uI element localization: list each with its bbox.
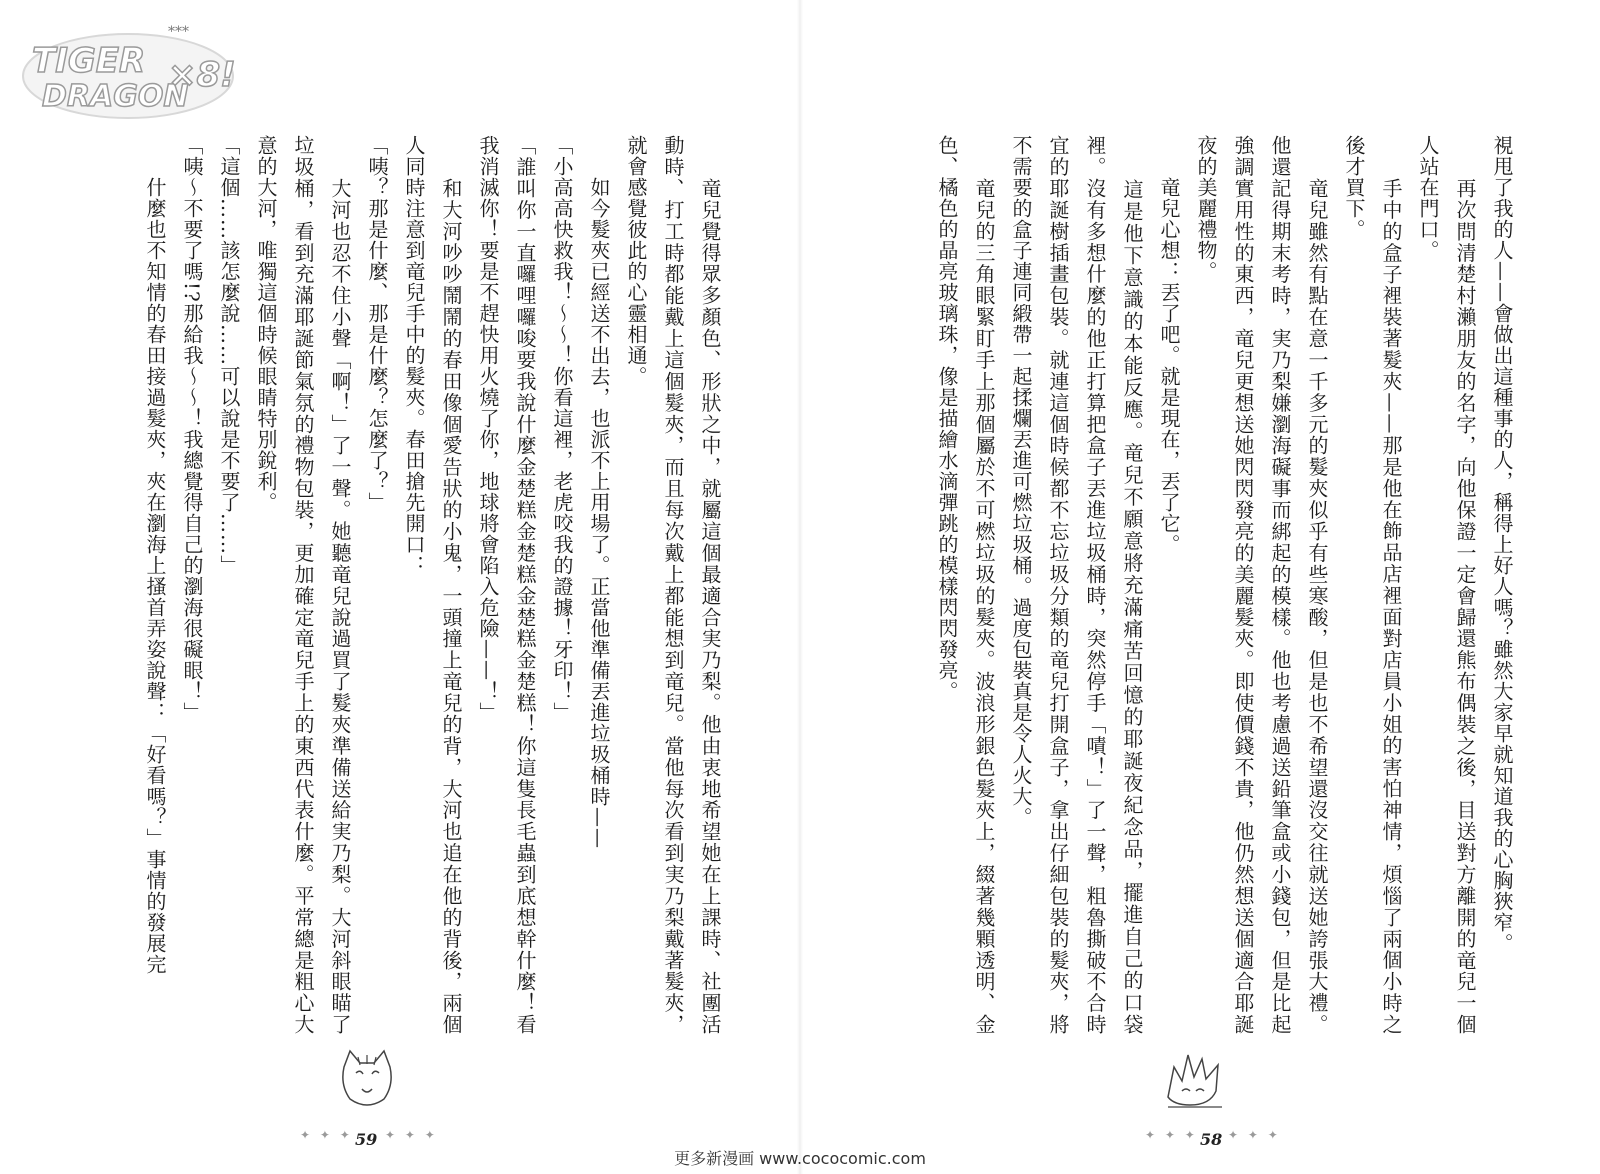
paragraph: 「咦～不要了嗎!?那給我～～！我總覺得自己的瀏海很礙眼！」	[180, 135, 204, 723]
paragraph: 竜兒的三角眼緊盯手上那個屬於不可燃垃圾的髮夾。波浪形銀色髮夾上，綴著幾顆透明、金色、橘色的晶亮玻璃珠，像是描繪水滴彈跳的模樣閃閃發亮。	[935, 135, 996, 1035]
paragraph: 什麼也不知情的春田接過髮夾，夾在瀏海上搔首弄姿說聲：「好看嗎？」事情的發展完	[143, 135, 167, 975]
paragraph: 如今髮夾已經送不出去，也派不上用場了。正當他準備丟進垃圾桶時——	[587, 135, 611, 849]
right-page	[900, 135, 1520, 1035]
paragraph: 竜兒覺得眾多顏色、形狀之中，就屬這個最適合実乃梨。他由衷地希望她在上課時、社團活動時、打工時都能戴上這個髮夾，而且每次戴上都能想到竜兒。當他每次看到実乃梨戴著髮夾，就會感覺彼此的心靈相通。	[624, 135, 722, 1035]
paragraph: 「咦？那是什麼、那是什麼？怎麼了？」	[365, 135, 389, 513]
left-page	[88, 135, 728, 1035]
decor-stars: ✦ ✦ ✦	[1228, 1128, 1281, 1142]
paragraph: 「誰叫你一直囉哩囉唆要我說什麼金楚糕金楚糕金楚糕金楚糕！你這隻長毛蟲到底想幹什麼！看我消滅你！要是不趕快用火燒了你，地球將會陷入危險——！」	[476, 135, 537, 1035]
paragraph: 和大河吵吵鬧鬧的春田像個愛告狀的小鬼，一頭撞上竜兒的背，大河也追在他的背後，兩個人同時注意到竜兒手中的髮夾。春田搶先開口：	[402, 135, 463, 1035]
page-number-left: 59	[355, 1130, 378, 1149]
paragraph: 「小高高快救我！～～！你看這裡，老虎咬我的證據！牙印！」	[550, 135, 574, 723]
decor-stars: ✦ ✦ ✦	[385, 1128, 438, 1142]
right-page-text	[900, 135, 1520, 1035]
logo-line1: TIGER	[32, 41, 146, 81]
logo-mark: ×8!	[168, 55, 236, 95]
paragraph: 「這個……該怎麼說……可以說是不要了……」	[217, 135, 241, 576]
logo-sparkles: ***	[168, 24, 189, 40]
paragraph: 視甩了我的人——會做出這種事的人，稱得上好人嗎？雖然大家早就知道我的心胸狹窄。	[1490, 135, 1514, 954]
paragraph: 手中的盒子裡裝著髮夾——那是他在飾品店裡面對店員小姐的害怕神情，煩惱了兩個小時之後才買下。	[1342, 135, 1403, 1035]
cat-mascot-icon	[332, 1045, 402, 1115]
tiger-dragon-logo-icon	[18, 14, 248, 124]
logo-line2: DRAGON	[42, 79, 189, 114]
paragraph: 竜兒心想：丟了吧。就是現在，丟了它。	[1157, 135, 1181, 555]
page-number-right: 58	[1200, 1130, 1223, 1149]
paragraph: 竜兒雖然有點在意一千多元的髮夾似乎有些寒酸，但是也不希望還沒交往就送她誇張大禮。他還記得期末考時，実乃梨嫌瀏海礙事而綁起的模樣。他也考慮過送鉛筆盒或小錢包，但是比起強調實用性的東西，竜兒更想送她閃閃發亮的美麗髮夾。即使價錢不貴，他仍然想送個適合耶誕夜的美麗禮物。	[1194, 135, 1329, 1035]
decor-stars: ✦ ✦ ✦	[300, 1128, 353, 1142]
page-gutter	[797, 0, 803, 1174]
paragraph: 大河也忍不住小聲「啊！」了一聲。她聽竜兒說過買了髮夾準備送給実乃梨。大河斜眼瞄了垃圾桶，看到充滿耶誕節氣氛的禮物包裝，更加確定竜兒手上的東西代表什麼。平常總是粗心大意的大河，唯獨這個時候眼睛特別銳利。	[254, 135, 352, 1035]
footer-watermark: 更多新漫画 www.cococomic.com	[674, 1149, 926, 1168]
dragon-mascot-icon	[1160, 1045, 1230, 1115]
left-page-text	[88, 135, 728, 1035]
decor-stars: ✦ ✦ ✦	[1145, 1128, 1198, 1142]
series-logo	[18, 14, 248, 124]
paragraph: 這是他下意識的本能反應。竜兒不願意將充滿痛苦回憶的耶誕夜紀念品，擺進自己的口袋裡。沒有多想什麼的他正打算把盒子丟進垃圾桶時，突然停手「嘖！」了一聲，粗魯撕破不合時宜的耶誕樹插畫包裝。就連這個時候都不忘垃圾分類的竜兒打開盒子，拿出仔細包裝的髮夾，將不需要的盒子連同緞帶一起揉爛丟進可燃垃圾桶。過度包裝真是令人火大。	[1009, 135, 1144, 1035]
paragraph: 再次問清楚村瀨朋友的名字，向他保證一定會歸還熊布偶裝之後，目送對方離開的竜兒一個人站在門口。	[1416, 135, 1477, 1035]
